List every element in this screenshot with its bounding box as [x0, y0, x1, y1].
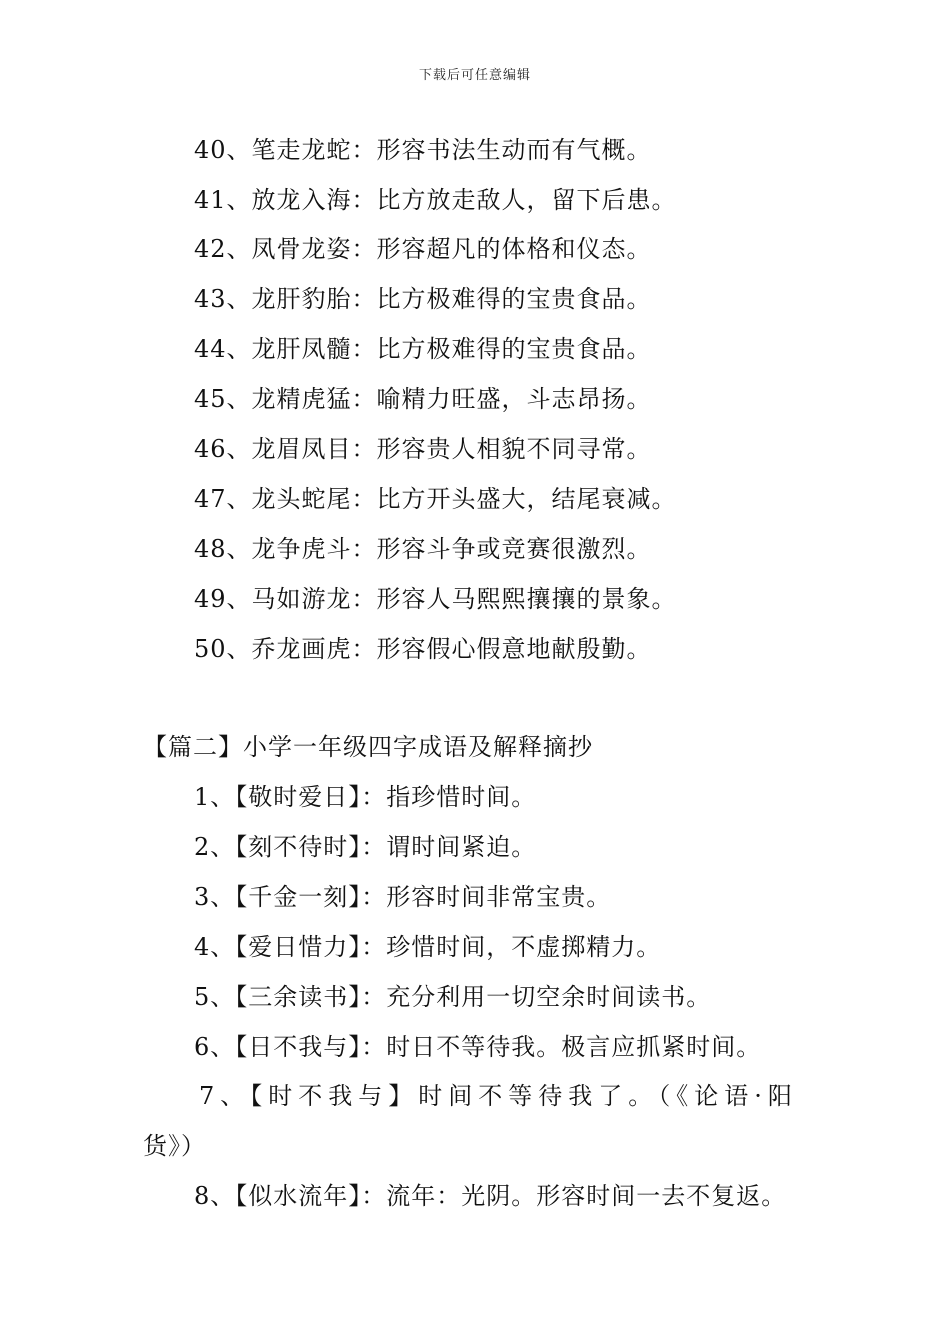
list-item: 3、【千金一刻】：形容时间非常宝贵。 — [194, 883, 612, 911]
list-item: 1、【敬时爱日】：指珍惜时间。 — [194, 783, 537, 811]
list-item: 2、【刻不待时】：谓时间紧迫。 — [194, 833, 537, 861]
list-item: 6、【日不我与】：时日不等待我。极言应抓紧时间。 — [194, 1033, 762, 1061]
list-item: 4、【爱日惜力】：珍惜时间，不虚掷精力。 — [194, 933, 662, 961]
list-item: 40、笔走龙蛇：形容书法生动而有气概。 — [194, 136, 652, 164]
list-item: 47、龙头蛇尾：比方开头盛大，结尾衰减。 — [194, 485, 677, 513]
list-item: 44、龙肝凤髓：比方极难得的宝贵食品。 — [194, 335, 652, 363]
list-item: 7、【时不我与】时间不等待我了。（《论语·阳 — [199, 1082, 798, 1110]
list-item: 45、龙精虎猛：喻精力旺盛，斗志昂扬。 — [194, 385, 652, 413]
page-header: 下载后可任意编辑 — [418, 68, 531, 83]
list-item: 41、放龙入海：比方放走敌人，留下后患。 — [194, 186, 677, 214]
section-title: 【篇二】小学一年级四字成语及解释摘抄 — [143, 733, 593, 761]
list-item: 49、马如游龙：形容人马熙熙攘攘的景象。 — [194, 585, 677, 613]
list-item: 50、乔龙画虎：形容假心假意地献殷勤。 — [194, 635, 652, 663]
list-item: 8、【似水流年】：流年：光阴。形容时间一去不复返。 — [194, 1182, 787, 1210]
list-item-continuation: 货》） — [143, 1132, 206, 1160]
list-item: 46、龙眉凤目：形容贵人相貌不同寻常。 — [194, 435, 652, 463]
list-item: 5、【三余读书】：充分利用一切空余时间读书。 — [194, 983, 712, 1011]
list-item: 43、龙肝豹胎：比方极难得的宝贵食品。 — [194, 285, 652, 313]
list-item: 42、凤骨龙姿：形容超凡的体格和仪态。 — [194, 235, 652, 263]
list-item: 48、龙争虎斗：形容斗争或竞赛很激烈。 — [194, 535, 652, 563]
